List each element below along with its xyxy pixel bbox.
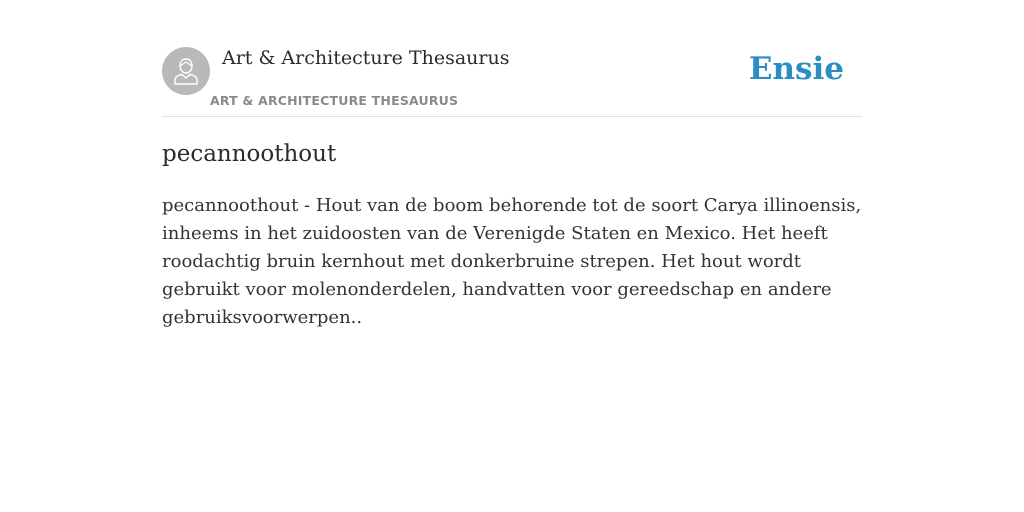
source-title[interactable]: Art & Architecture Thesaurus xyxy=(222,47,510,69)
page-header xyxy=(162,0,862,117)
brand-logo[interactable]: Ensie xyxy=(748,51,844,87)
definition-text: pecannoothout - Hout van de boom behorende tot de soort Carya illinoensis, inheems in het zuidoosten van de Verenigde Staten en Mexico. Het heeft roodachtig bruin kernhout met donkerbruine strepen. Het hout wordt gebruikt voor molenonderdelen, handvatten voor gereedschap en andere gebruiksvoorwerpen.. xyxy=(162,195,862,328)
source-subtitle[interactable]: ART & ARCHITECTURE THESAURUS xyxy=(210,93,459,108)
user-placeholder-icon xyxy=(162,47,210,95)
page-title: pecannoothout xyxy=(162,141,337,167)
avatar[interactable] xyxy=(162,47,210,95)
